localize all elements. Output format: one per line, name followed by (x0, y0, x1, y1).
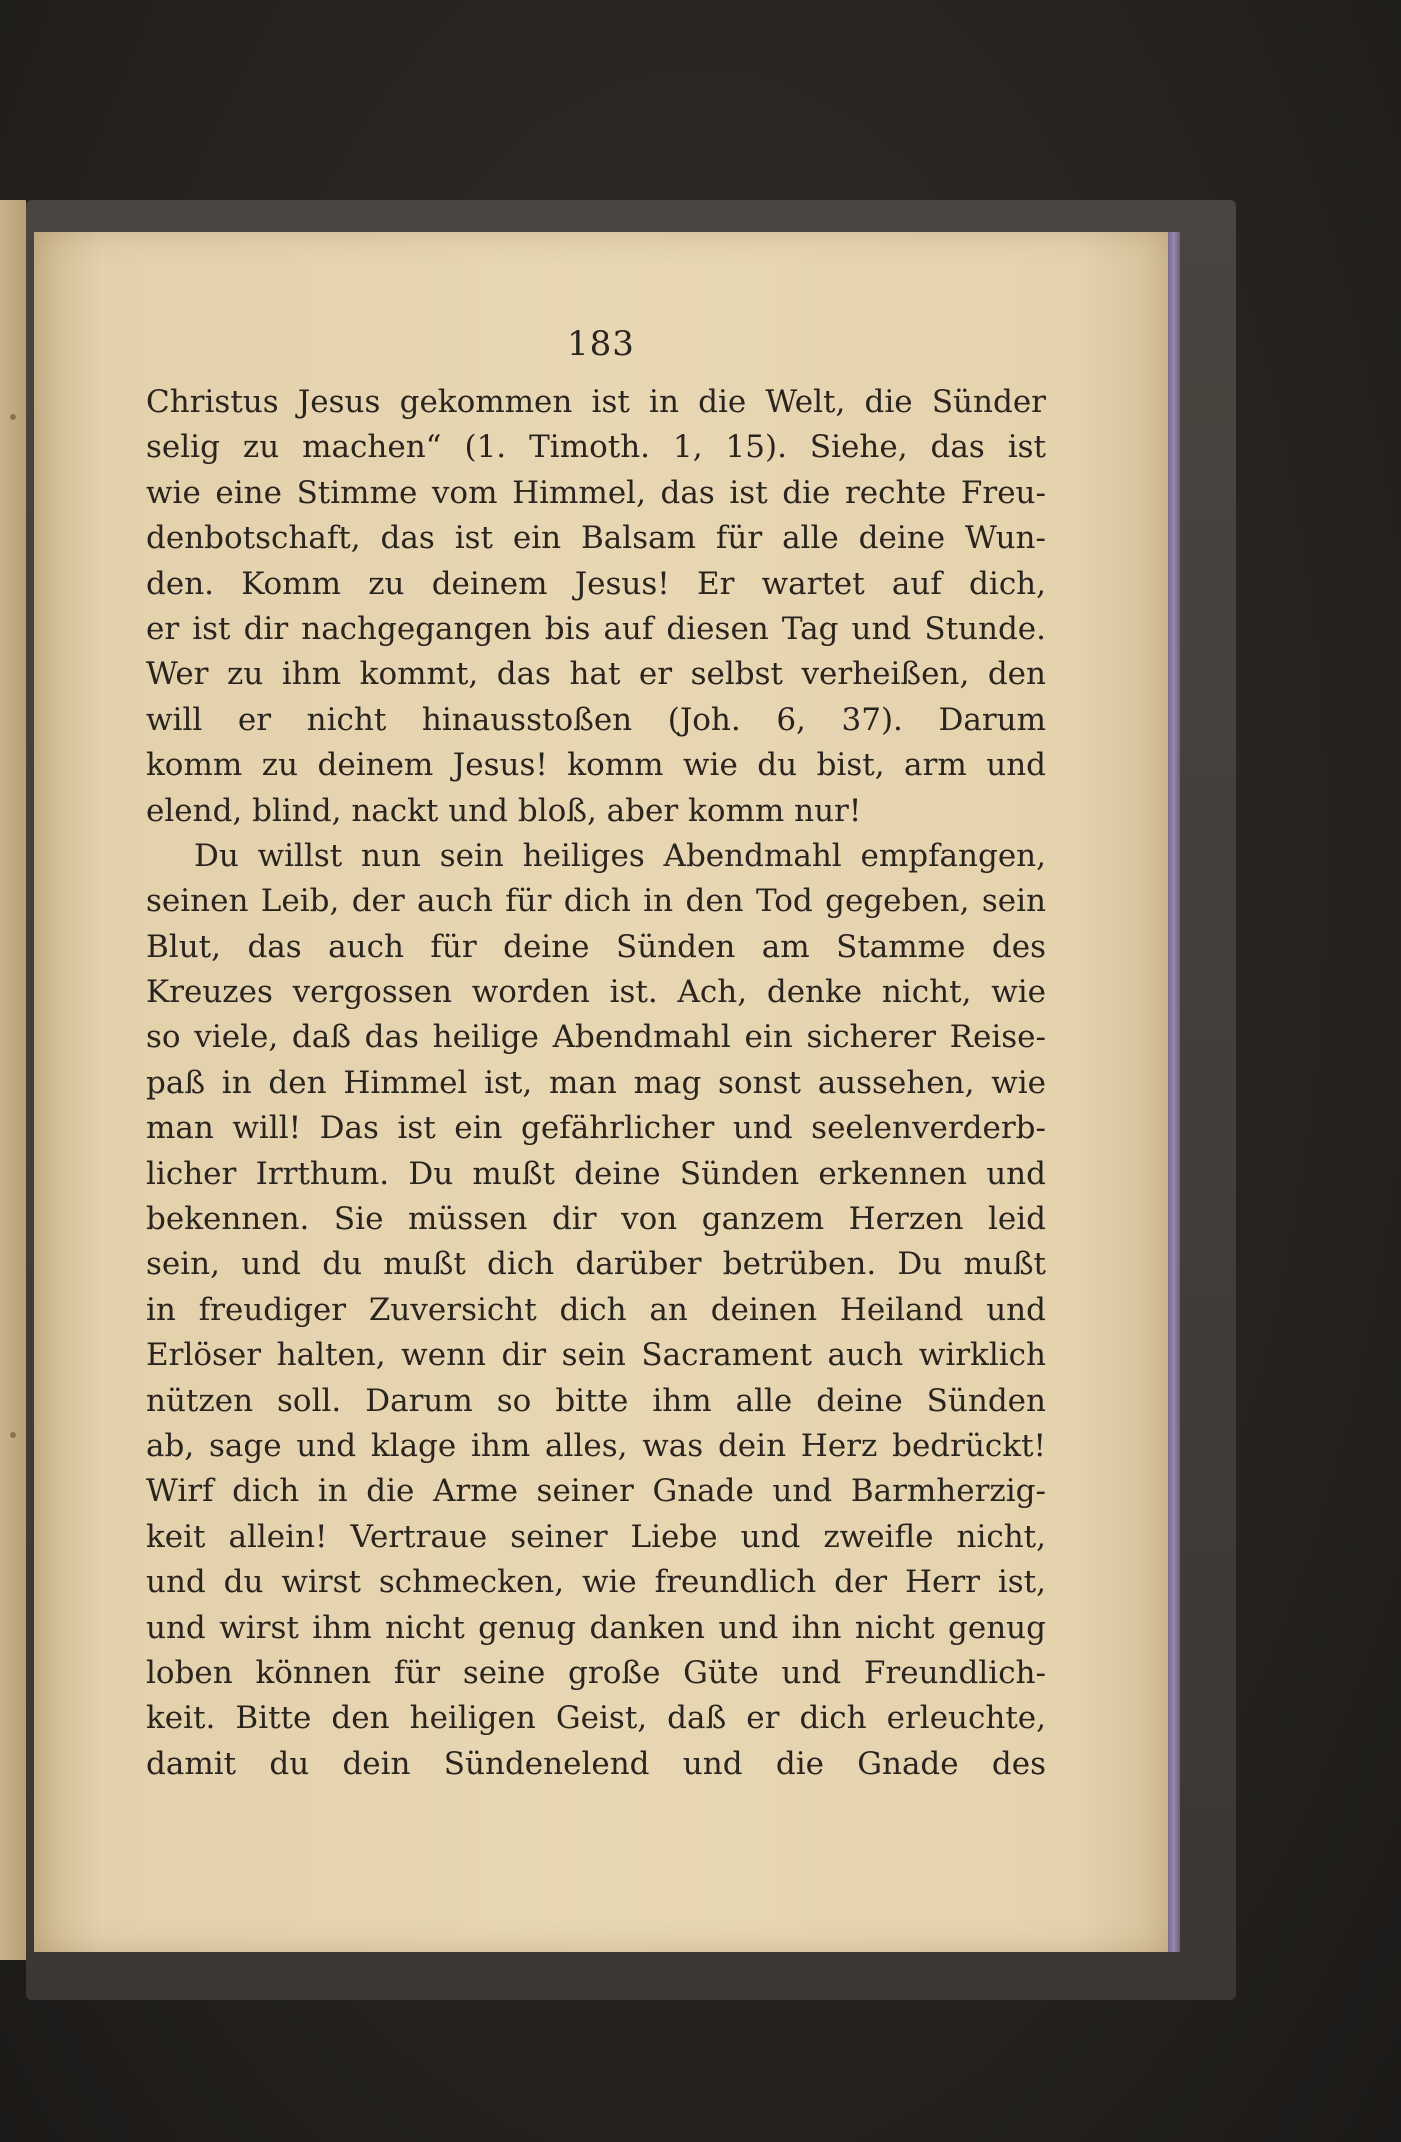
text-line: wie eine Stimme vom Himmel, das ist die rechte Freu- (146, 474, 1046, 511)
text-line: er ist dir nachgegangen bis auf diesen Tag und Stunde. (146, 610, 1046, 647)
text-line: Blut, das auch für deine Sünden am Stamme des (146, 928, 1046, 965)
text-block (146, 380, 1046, 1787)
cover-edge (1168, 232, 1180, 1952)
text-line: denbotschaft, das ist ein Balsam für alle deine Wun- (146, 520, 1046, 557)
text-line: sein, und du mußt dich darüber betrüben. Du mußt (146, 1246, 1046, 1283)
text-line: loben können für seine große Güte und Freundlich- (146, 1654, 1046, 1691)
text-line: licher Irrthum. Du mußt deine Sünden erkennen und (146, 1155, 1046, 1192)
text-line: Wirf dich in die Arme seiner Gnade und Barmherzig- (146, 1473, 1046, 1510)
text-line: so viele, daß das heilige Abendmahl ein sicherer Reise- (146, 1019, 1046, 1056)
text-line: in freudiger Zuversicht dich an deinen Heiland und (146, 1291, 1046, 1328)
text-line: und du wirst schmecken, wie freundlich der Herr ist, (146, 1564, 1046, 1601)
text-line: ab, sage und klage ihm alles, was dein Herz bedrückt! (146, 1427, 1046, 1464)
text-line: seinen Leib, der auch für dich in den Tod gegeben, sein (146, 883, 1046, 920)
text-line: Erlöser halten, wenn dir sein Sacrament auch wirklich (146, 1337, 1046, 1374)
text-line: will er nicht hinausstoßen (Joh. 6, 37). Darum (146, 701, 1046, 738)
margin-mark (10, 1432, 16, 1438)
book-page (34, 232, 1168, 1952)
text-line: den. Komm zu deinem Jesus! Er wartet auf dich, (146, 565, 1046, 602)
text-line: Wer zu ihm kommt, das hat er selbst verheißen, den (146, 656, 1046, 693)
text-line: elend, blind, nackt und bloß, aber komm nur! (146, 792, 862, 829)
left-page-edge (0, 200, 26, 1960)
text-line: komm zu deinem Jesus! komm wie du bist, arm und (146, 747, 1046, 784)
text-line: Kreuzes vergossen worden ist. Ach, denke nicht, wie (146, 974, 1046, 1011)
text-line: Du willst nun sein heiliges Abendmahl empfangen, (194, 837, 1046, 874)
text-line: nützen soll. Darum so bitte ihm alle deine Sünden (146, 1382, 1046, 1419)
text-line: paß in den Himmel ist, man mag sonst aussehen, wie (146, 1064, 1046, 1101)
text-line: man will! Das ist ein gefährlicher und seelenverderb- (146, 1110, 1046, 1147)
text-line: bekennen. Sie müssen dir von ganzem Herzen leid (146, 1201, 1046, 1238)
text-line: Christus Jesus gekommen ist in die Welt, die Sünder (146, 384, 1046, 420)
text-line: keit. Bitte den heiligen Geist, daß er dich erleuchte, (146, 1700, 1046, 1737)
margin-mark (10, 414, 16, 420)
text-line: keit allein! Vertraue seiner Liebe und zweifle nicht, (146, 1518, 1046, 1555)
text-line: damit du dein Sündenelend und die Gnade des (146, 1745, 1046, 1782)
text-line: und wirst ihm nicht genug danken und ihn nicht genug (146, 1609, 1046, 1646)
text-line: selig zu machen“ (1. Timoth. 1, 15). Siehe, das ist (146, 429, 1046, 466)
page-number: 183 (567, 324, 635, 364)
